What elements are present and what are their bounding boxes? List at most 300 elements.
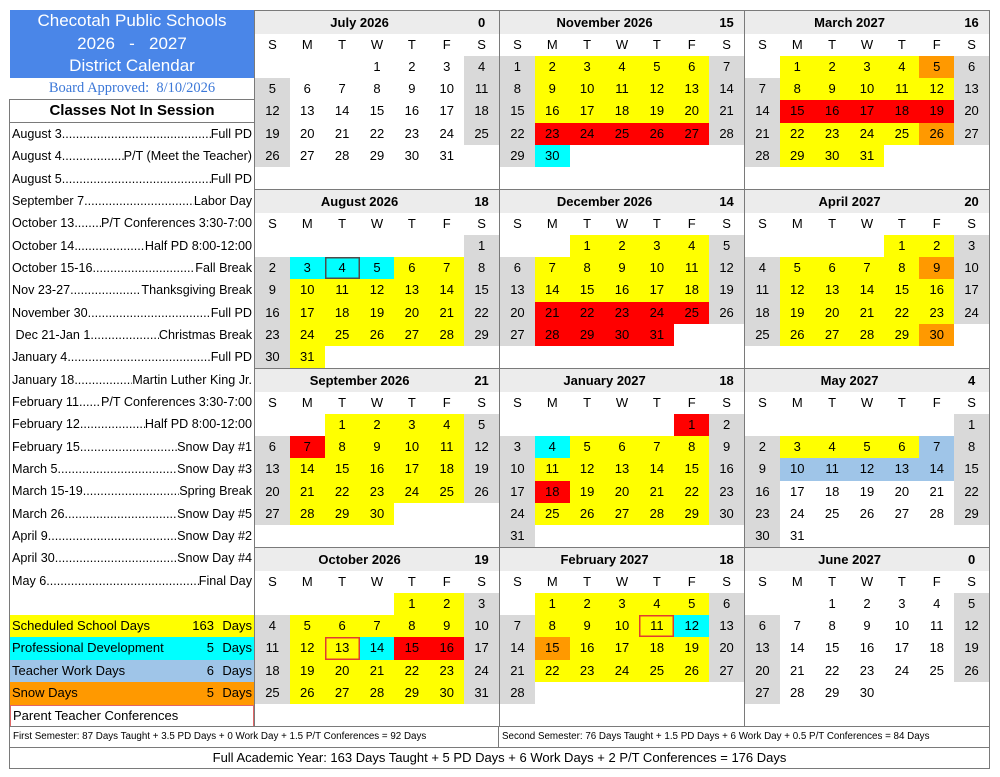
day-cell: 23 [859,662,875,678]
month-march-2027 [745,11,990,190]
day-cell: 2 [863,596,871,611]
day-cell: 12 [290,637,325,659]
empty-day-cell [884,414,919,436]
empty-day-cell [674,167,709,189]
weekday-header [500,392,744,414]
empty-day-cell [674,704,709,726]
empty-day-cell [535,414,570,436]
school-day-count: 20 [964,194,979,209]
day-cell: 17 [500,481,535,503]
day-cell: 8 [500,78,535,100]
day-cell: 29 [325,503,360,525]
empty-day-cell [954,145,989,167]
day-cell: 17 [954,279,989,301]
day-cell: 14 [360,637,395,659]
empty-day-cell [535,235,570,257]
day-cell: 14 [334,103,350,119]
day-cell: 17 [464,637,499,659]
closure-item [12,480,252,502]
day-cell: 21 [709,100,744,122]
empty-day-cell [709,145,744,167]
month-title: September 2026 [309,373,410,388]
day-cell: 29 [674,503,709,525]
day-cell: 5 [290,615,325,637]
first-semester-summary: First Semester: 87 Days Taught + 3.5 PD Days + 0 Work Day + 1.5 P/T Conferences = 92 Days [10,727,499,747]
day-grid [745,56,989,189]
day-cell: 24 [639,302,674,324]
month-title: July 2026 [330,15,389,30]
month-header [500,369,744,392]
empty-day-cell [709,167,744,189]
day-cell: 29 [954,503,989,525]
empty-day-cell [394,235,429,257]
closure-item [12,547,252,569]
weekday-header [500,34,744,56]
day-cell: 15 [394,637,429,659]
day-cell: 31 [790,527,805,543]
day-cell: 9 [815,78,850,100]
empty-day-cell [429,235,464,257]
month-title: August 2026 [320,194,399,209]
day-cell: 10 [290,279,325,301]
day-cell: 24 [850,123,885,145]
month-august-2026 [255,190,500,369]
legend-parent-teacher-conferences [10,705,254,727]
day-cell: 18 [429,458,464,480]
weekday-label: W [615,216,629,231]
day-cell: 13 [954,78,989,100]
empty-day-cell [500,593,535,615]
day-cell: 30 [859,684,875,700]
empty-day-cell [674,324,709,346]
closure-event: Snow Day #4 [177,551,252,566]
day-cell: 19 [709,279,744,301]
closures-list [10,123,254,592]
day-cell: 8 [325,436,360,458]
dot-leader [70,279,141,301]
weekday-label: T [407,216,416,231]
weekday-label: W [370,216,384,231]
day-cell: 4 [255,615,290,637]
day-cell: 6 [500,257,535,279]
weekday-label: F [932,395,941,410]
dot-leader [80,413,145,435]
day-cell: 9 [360,436,395,458]
weekday-label: M [301,37,313,52]
closure-item [12,212,252,234]
weekday-label: M [301,395,313,410]
empty-day-cell [570,525,605,547]
weekday-label: S [268,574,277,589]
day-cell: 25 [325,324,360,346]
day-grid [500,56,744,189]
empty-day-cell [394,346,429,368]
empty-day-cell [850,704,885,726]
closure-date: August 5 [12,171,62,186]
day-cell: 7 [639,436,674,458]
month-april-2027 [745,190,990,369]
legend-unit: Days [222,640,252,656]
day-cell: 19 [255,123,290,145]
empty-day-cell [360,346,395,368]
day-cell: 27 [255,503,290,525]
weekday-label: S [722,216,731,231]
day-cell: 4 [429,414,464,436]
closure-date: February 11 [12,394,79,409]
empty-day-cell [325,56,360,78]
day-cell: 22 [369,125,385,141]
empty-day-cell [674,682,709,704]
weekday-label: S [477,574,486,589]
weekday-label: W [615,395,629,410]
empty-day-cell [780,414,815,436]
day-cell: 6 [674,56,709,78]
day-cell: 30 [709,503,744,525]
day-cell: 21 [290,481,325,503]
day-cell: 8 [394,615,429,637]
closure-date: August 4 [12,149,62,164]
weekday-label: T [338,37,347,52]
weekday-label: S [268,395,277,410]
day-cell: 10 [850,78,885,100]
day-cell: 2 [408,59,416,74]
day-cell: 14 [850,279,885,301]
day-cell: 8 [464,257,499,279]
day-cell: 25 [674,302,709,324]
day-cell: 9 [745,458,780,480]
day-cell: 9 [535,78,570,100]
day-cell: 22 [500,123,535,145]
weekday-label: T [407,395,416,410]
dot-leader [74,235,145,257]
weekday-label: S [513,574,522,589]
weekday-label: T [828,395,837,410]
day-cell: 12 [674,615,709,637]
month-november-2026 [500,11,745,190]
day-cell: 1 [884,235,919,257]
weekday-label: M [301,574,313,589]
day-cell: 10 [500,458,535,480]
day-cell: 25 [429,481,464,503]
day-cell: 26 [954,660,989,682]
day-cell: 23 [745,503,780,525]
empty-day-cell [815,235,850,257]
day-cell: 24 [894,662,910,678]
day-cell: 9 [408,81,416,97]
school-day-count: 19 [474,552,489,567]
day-cell: 15 [884,279,919,301]
day-cell: 6 [325,615,360,637]
day-cell: 25 [824,505,840,521]
day-cell: 13 [605,458,640,480]
day-cell: 20 [500,302,535,324]
day-cell: 24 [790,505,805,521]
weekday-label: W [370,574,384,589]
day-cell: 9 [863,618,871,634]
day-cell: 22 [954,481,989,503]
weekday-label: T [897,395,906,410]
day-cell: 21 [535,302,570,324]
day-cell: 11 [535,458,570,480]
day-cell: 7 [360,615,395,637]
day-cell: 26 [709,302,744,324]
day-cell: 22 [464,302,499,324]
empty-day-cell [919,145,954,167]
weekday-label: M [301,216,313,231]
empty-day-cell [884,167,919,189]
school-years: 2026 - 2027 [77,33,187,53]
day-cell: 5 [360,257,395,279]
day-cell: 17 [605,637,640,659]
day-cell: 1 [500,56,535,78]
day-cell: 22 [780,123,815,145]
day-cell: 12 [780,279,815,301]
day-cell: 5 [570,436,605,458]
day-cell: 31 [500,525,535,547]
day-cell: 26 [255,145,290,167]
day-grid [745,593,989,726]
closure-event: Half PD 8:00-12:00 [144,417,252,432]
day-cell: 21 [334,125,350,141]
empty-day-cell [815,525,850,547]
closure-item [12,458,252,480]
empty-day-cell [815,704,850,726]
day-cell: 11 [745,279,780,301]
day-cell: 23 [404,125,420,141]
day-cell: 26 [674,660,709,682]
day-cell: 7 [290,436,325,458]
day-cell: 5 [709,235,744,257]
calendar-subtitle: District Calendar [69,56,195,76]
day-cell: 9 [709,436,744,458]
calendar-grid [254,10,990,727]
month-header [500,11,744,34]
day-cell: 17 [570,100,605,122]
empty-day-cell [674,346,709,368]
day-cell: 15 [535,637,570,659]
empty-day-cell [290,167,325,189]
day-cell: 12 [464,436,499,458]
empty-day-cell [709,682,744,704]
empty-day-cell [255,593,290,615]
closure-event: P/T Conferences 3:30-7:00 [101,394,252,409]
day-cell: 20 [674,100,709,122]
day-grid [500,414,744,547]
day-cell: 17 [850,100,885,122]
weekday-label: F [687,395,696,410]
day-cell: 9 [570,615,605,637]
day-cell: 27 [815,324,850,346]
closure-event: Full PD [210,127,252,141]
weekday-label: W [370,395,384,410]
day-cell: 27 [605,503,640,525]
empty-day-cell [605,525,640,547]
day-cell: 22 [325,481,360,503]
school-day-count: 0 [477,15,486,30]
empty-day-cell [464,346,499,368]
closure-event: Snow Day #1 [177,439,252,454]
empty-day-cell [325,525,360,547]
empty-day-cell [255,56,290,78]
day-cell: 19 [639,100,674,122]
day-cell: 3 [639,235,674,257]
day-cell: 12 [360,279,395,301]
empty-day-cell [394,503,429,525]
day-cell: 30 [255,346,290,368]
day-cell: 12 [850,458,885,480]
day-cell: 28 [709,123,744,145]
empty-day-cell [360,704,395,726]
closure-event: Full PD [210,350,252,365]
day-cell: 25 [605,123,640,145]
day-cell: 29 [570,324,605,346]
day-cell: 23 [919,302,954,324]
weekday-label: S [268,37,277,52]
day-cell: 15 [570,279,605,301]
weekday-label: T [338,216,347,231]
empty-day-cell [919,346,954,368]
day-cell: 2 [745,436,780,458]
day-cell: 26 [859,505,875,521]
month-title: October 2026 [318,552,401,567]
empty-day-cell [255,414,290,436]
weekday-label: S [722,37,731,52]
day-cell: 21 [929,483,944,499]
day-cell: 2 [919,235,954,257]
dot-leader [84,190,194,212]
day-cell: 28 [290,503,325,525]
day-cell: 8 [674,436,709,458]
closure-event: Full PD [210,305,252,320]
day-cell: 28 [360,682,395,704]
month-header [255,190,499,213]
closure-item [12,190,252,212]
day-cell: 11 [255,637,290,659]
closure-item [12,525,252,547]
legend-count: 6 [206,662,214,678]
weekday-label: F [687,574,696,589]
month-title: January 2027 [563,373,646,388]
closure-item [12,413,252,435]
school-day-count: 0 [967,552,976,567]
closure-event: Thanksgiving Break [141,283,252,298]
day-cell: 16 [404,103,420,119]
day-cell: 8 [570,257,605,279]
day-cell: 26 [360,324,395,346]
legend-count: 5 [206,640,214,656]
day-cell: 22 [570,302,605,324]
empty-day-cell [429,503,464,525]
day-cell: 6 [954,56,989,78]
weekday-header [745,213,989,235]
day-cell: 2 [429,593,464,615]
empty-day-cell [570,145,605,167]
weekday-label: F [932,37,941,52]
day-cell: 18 [884,100,919,122]
dot-leader [62,168,211,190]
empty-day-cell [570,346,605,368]
day-grid [255,593,499,726]
closure-item [12,324,252,346]
closure-event: Spring Break [179,484,252,499]
school-day-count: 18 [474,194,489,209]
closure-date: October 15-16 [12,260,93,275]
weekday-label: T [407,37,416,52]
weekday-header [500,571,744,593]
day-cell: 3 [850,56,885,78]
day-cell: 30 [360,503,395,525]
month-title: November 2026 [556,15,653,30]
empty-day-cell [954,324,989,346]
closure-item [12,145,252,167]
day-cell: 6 [884,436,919,458]
empty-day-cell [325,167,360,189]
day-cell: 27 [300,147,315,163]
weekday-label: M [791,574,803,589]
dot-leader [88,302,211,324]
empty-day-cell [605,682,640,704]
day-cell: 19 [919,100,954,122]
day-cell: 4 [464,56,499,78]
day-cell: 27 [709,660,744,682]
day-cell: 3 [464,593,499,615]
dot-leader [65,503,178,525]
month-title: May 2027 [820,373,879,388]
dot-leader [58,458,178,480]
day-cell: 11 [429,436,464,458]
day-cell: 6 [709,593,744,615]
month-header [500,190,744,213]
day-cell: 10 [605,615,640,637]
empty-day-cell [919,167,954,189]
legend [10,615,254,727]
empty-day-cell [850,414,885,436]
day-cell: 14 [709,78,744,100]
day-cell: 27 [674,123,709,145]
closure-event: Christmas Break [158,327,252,342]
month-january-2027 [500,369,745,548]
day-cell: 16 [360,458,395,480]
day-cell: 3 [780,436,815,458]
empty-day-cell [394,704,429,726]
day-cell: 1 [535,593,570,615]
weekday-label: T [583,37,592,52]
weekday-label: S [758,574,767,589]
day-cell: 18 [255,660,290,682]
day-cell: 19 [464,458,499,480]
day-cell: 28 [850,324,885,346]
empty-day-cell [570,167,605,189]
day-cell: 28 [929,505,944,521]
day-cell: 31 [850,145,885,167]
day-cell: 29 [369,147,385,163]
closure-date: January 18 [12,372,75,387]
day-cell: 5 [674,593,709,615]
school-day-count: 16 [964,15,979,30]
empty-day-cell [884,704,919,726]
empty-day-cell [709,324,744,346]
empty-day-cell [745,704,780,726]
day-cell: 18 [674,279,709,301]
empty-day-cell [850,346,885,368]
day-cell: 24 [439,125,454,141]
day-cell: 19 [780,302,815,324]
closure-date: August 3 [12,127,62,141]
closure-item [12,302,252,324]
empty-day-cell [709,525,744,547]
empty-day-cell [815,414,850,436]
day-cell: 4 [535,436,570,458]
